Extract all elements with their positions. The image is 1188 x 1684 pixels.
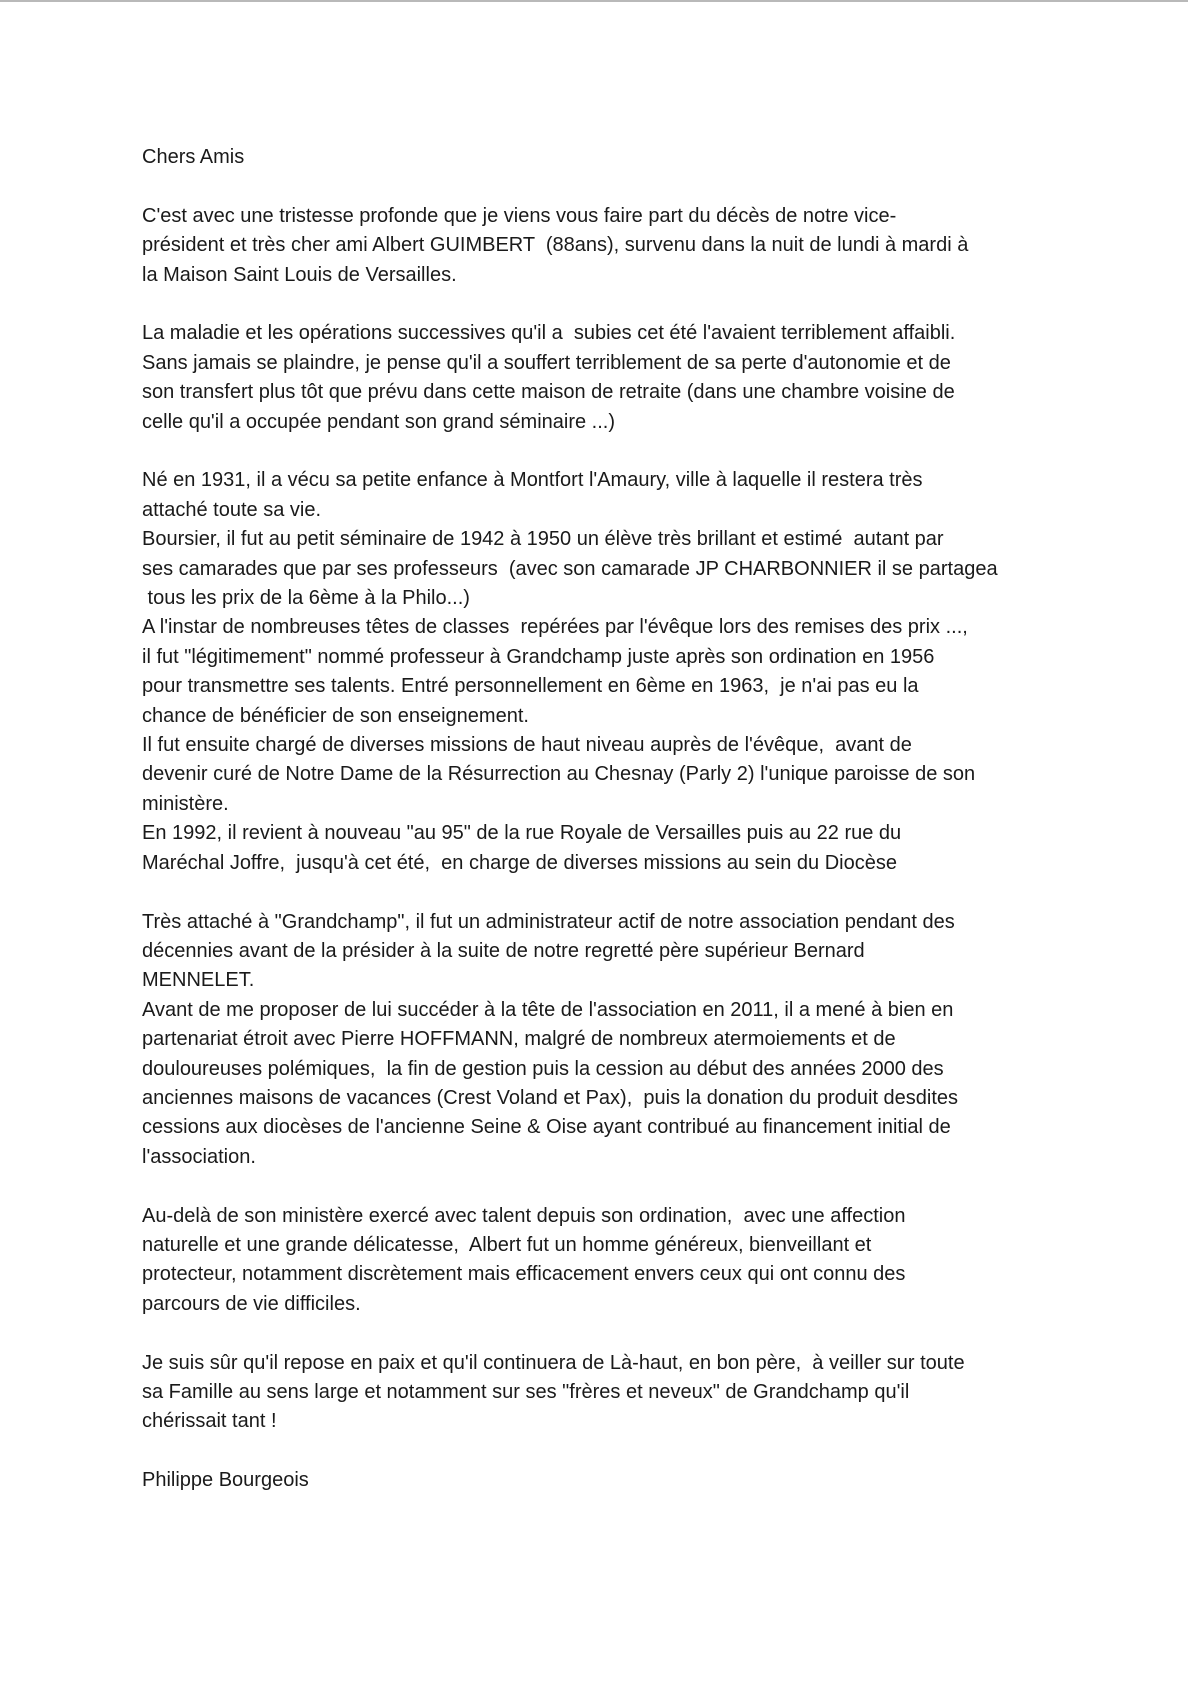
paragraph-line: douloureuses polémiques, la fin de gestion puis la cession au début des années 2000 des — [142, 1057, 944, 1080]
paragraph-line: chance de bénéficier de son enseignement. — [142, 704, 529, 727]
paragraph-6 — [142, 1349, 1062, 1437]
paragraph-line: La maladie et les opérations successives qu'il a subies cet été l'avaient terriblement affaibli. — [142, 322, 956, 345]
paragraph-line: Avant de me proposer de lui succéder à la tête de l'association en 2011, il a mené à bien en — [142, 998, 954, 1021]
paragraph-line: Né en 1931, il a vécu sa petite enfance à Montfort l'Amaury, ville à laquelle il restera très — [142, 469, 923, 492]
paragraph-line: devenir curé de Notre Dame de la Résurrection au Chesnay (Parly 2) l'unique paroisse de son — [142, 763, 976, 786]
paragraph-line: En 1992, il revient à nouveau "au 95" de la rue Royale de Versailles puis au 22 rue du — [142, 822, 902, 845]
paragraph-line: l'association. — [142, 1145, 256, 1168]
paragraph-5 — [142, 1202, 1062, 1320]
paragraph-line: parcours de vie difficiles. — [142, 1292, 361, 1315]
paragraph-line: celle qu'il a occupée pendant son grand séminaire ...) — [142, 410, 615, 433]
paragraph-4 — [142, 908, 1062, 1173]
signature — [142, 1466, 1062, 1495]
paragraph-line: Maréchal Joffre, jusqu'à cet été, en charge de diverses missions au sein du Diocèse — [142, 851, 897, 874]
paragraph-line: attaché toute sa vie. — [142, 498, 322, 521]
paragraph-line: la Maison Saint Louis de Versailles. — [142, 263, 457, 286]
paragraph-line: Il fut ensuite chargé de diverses missions de haut niveau auprès de l'évêque, avant de — [142, 734, 912, 757]
greeting-text: Chers Amis — [142, 146, 245, 168]
letter-paragraphs — [142, 202, 1062, 1437]
paragraph-line: cessions aux diocèses de l'ancienne Seine & Oise ayant contribué au financement initial de — [142, 1116, 951, 1139]
paragraph-line: sa Famille au sens large et notamment sur ses "frères et neveux" de Grandchamp qu'il — [142, 1380, 910, 1403]
paragraph-line: décennies avant de la présider à la suite de notre regretté père supérieur Bernard — [142, 939, 865, 962]
paragraph-line: naturelle et une grande délicatesse, Albert fut un homme généreux, bienveillant et — [142, 1233, 872, 1256]
paragraph-line: pour transmettre ses talents. Entré personnellement en 6ème en 1963, je n'ai pas eu la — [142, 675, 919, 698]
paragraph-line: partenariat étroit avec Pierre HOFFMANN, malgré de nombreux atermoiements et de — [142, 1028, 896, 1051]
paragraph-line: anciennes maisons de vacances (Crest Voland et Pax), puis la donation du produit desdites — [142, 1086, 959, 1109]
paragraph-2 — [142, 319, 1062, 437]
paragraph-line: Au-delà de son ministère exercé avec talent depuis son ordination, avec une affection — [142, 1204, 906, 1227]
signature-text: Philippe Bourgeois — [142, 1469, 309, 1492]
paragraph-line: Boursier, il fut au petit séminaire de 1942 à 1950 un élève très brillant et estimé autant par — [142, 528, 944, 551]
paragraph-3 — [142, 466, 1062, 878]
paragraph-line: Je suis sûr qu'il repose en paix et qu'il continuera de Là-haut, en bon père, à veiller sur toute — [142, 1351, 965, 1374]
greeting — [142, 143, 1062, 172]
paragraph-line: chérissait tant ! — [142, 1410, 277, 1433]
paragraph-line: ses camarades que par ses professeurs (avec son camarade JP CHARBONNIER il se partagea — [142, 557, 998, 580]
paragraph-line: Très attaché à "Grandchamp", il fut un administrateur actif de notre association pendant des — [142, 910, 955, 933]
paragraph-line: MENNELET. — [142, 969, 255, 992]
paragraph-line: il fut "légitimement" nommé professeur à Grandchamp juste après son ordination en 1956 — [142, 645, 935, 668]
paragraph-line: tous les prix de la 6ème à la Philo...) — [142, 587, 470, 610]
paragraph-line: Sans jamais se plaindre, je pense qu'il a souffert terriblement de sa perte d'autonomie et de — [142, 351, 951, 374]
paragraph-line: ministère. — [142, 792, 229, 815]
letter-body — [142, 143, 1062, 1496]
paragraph-line: A l'instar de nombreuses têtes de classes repérées par l'évêque lors des remises des prix ..., — [142, 616, 968, 639]
paragraph-line: C'est avec une tristesse profonde que je viens vous faire part du décès de notre vice- — [142, 204, 897, 227]
paragraph-1 — [142, 202, 1062, 290]
paragraph-line: protecteur, notamment discrètement mais efficacement envers ceux qui ont connu des — [142, 1263, 906, 1286]
paragraph-line: son transfert plus tôt que prévu dans cette maison de retraite (dans une chambre voisine de — [142, 381, 955, 404]
paragraph-line: président et très cher ami Albert GUIMBERT (88ans), survenu dans la nuit de lundi à mardi à — [142, 234, 969, 257]
